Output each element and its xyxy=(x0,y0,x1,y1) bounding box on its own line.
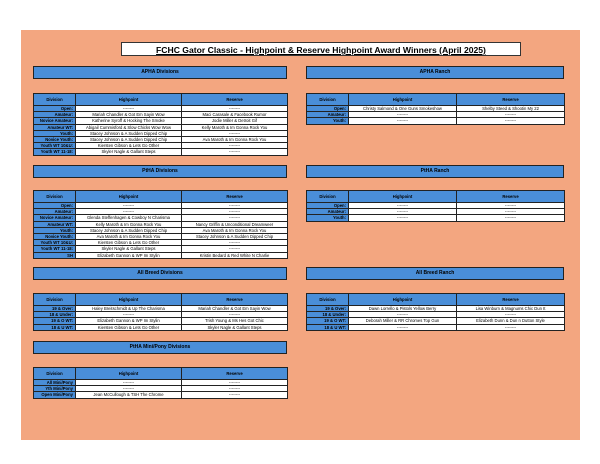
division-cell: Novice Youth: xyxy=(34,234,76,240)
highpoint-cell: Elizabeth Gannon & WP Im Stylin xyxy=(76,318,182,324)
highpoint-cell: Stacey Johnson & A Sudden Dipped Chip xyxy=(76,137,182,143)
reserve-cell: -------- xyxy=(182,240,288,246)
division-column-header: Division xyxy=(34,191,76,203)
division-cell: Youth WT 11-18: xyxy=(34,246,76,252)
division-column-header: Division xyxy=(34,94,76,106)
division-cell: Youth WT 10&U: xyxy=(34,143,76,149)
ptha-divisions-table xyxy=(33,190,288,259)
division-cell: Open: xyxy=(307,203,349,209)
highpoint-cell: -------- xyxy=(76,386,182,392)
highpoint-cell: Haley Breitschmidt & Up The Charisma xyxy=(76,306,182,312)
highpoint-cell: Kiersten Gibson & Lets Go Other xyxy=(76,324,182,330)
division-cell: Novice Amateur: xyxy=(34,215,76,221)
reserve-cell: Trish Young & Ms Hes Got Chic xyxy=(182,318,288,324)
highpoint-cell: Abigail Cummisford & Slow Chicks Wow Wow xyxy=(76,124,182,130)
division-cell: Open Mini/Pony xyxy=(34,392,76,398)
table-row xyxy=(34,227,288,233)
highpoint-column-header: Highpoint xyxy=(76,368,182,380)
highpoint-cell: -------- xyxy=(76,380,182,386)
table-row xyxy=(307,118,565,124)
highpoint-column-header: Highpoint xyxy=(76,94,182,106)
highpoint-cell: Glenda Steffenhagen & Cowboy N Charisma xyxy=(76,215,182,221)
division-column-header: Division xyxy=(307,191,349,203)
division-cell: Youth: xyxy=(34,130,76,136)
reserve-cell: Lisa Winburn & Magnums Chic Dun It xyxy=(457,306,565,312)
reserve-cell: -------- xyxy=(457,324,565,330)
highpoint-column-header: Highpoint xyxy=(349,94,457,106)
highpoint-cell: -------- xyxy=(349,112,457,118)
table-row xyxy=(34,221,288,227)
reserve-cell: -------- xyxy=(182,246,288,252)
ptha-mini-header: PtHA Mini/Pony Divisions xyxy=(33,341,287,354)
division-cell: Novice Youth: xyxy=(34,137,76,143)
reserve-column-header: Reserve xyxy=(182,191,288,203)
reserve-cell: Elizabeth Dunn & Dun n Dutton Style xyxy=(457,318,565,324)
apha-ranch-header: APHA Ranch xyxy=(306,66,564,79)
highpoint-column-header: Highpoint xyxy=(76,294,182,306)
reserve-cell: -------- xyxy=(182,380,288,386)
apha-ranch-table xyxy=(306,93,565,125)
reserve-column-header: Reserve xyxy=(457,94,565,106)
reserve-cell: -------- xyxy=(182,130,288,136)
division-cell: 19 & Over: xyxy=(34,306,76,312)
table-row xyxy=(307,318,565,324)
highpoint-column-header: Highpoint xyxy=(76,191,182,203)
division-cell: 18 & U WT: xyxy=(307,324,349,330)
highpoint-column-header: Highpoint xyxy=(349,191,457,203)
highpoint-cell: Christy Salmond & One Guns Smokeshow xyxy=(349,106,457,112)
table-row xyxy=(34,252,288,258)
division-cell: 18 & Under: xyxy=(307,312,349,318)
allbreed-ranch-table xyxy=(306,293,565,331)
reserve-cell: Ava Maroth & Im Gonna Rock You xyxy=(182,137,288,143)
reserve-column-header: Reserve xyxy=(182,94,288,106)
reserve-cell: Ava Maroth & Im Gonna Rock You xyxy=(182,227,288,233)
reserve-column-header: Reserve xyxy=(457,294,565,306)
highpoint-cell: -------- xyxy=(76,106,182,112)
table-row xyxy=(34,324,288,330)
reserve-cell: -------- xyxy=(457,203,565,209)
highpoint-cell: Skyler Nagle & Gallant Steps xyxy=(76,149,182,155)
reserve-cell: -------- xyxy=(182,386,288,392)
reserve-column-header: Reserve xyxy=(457,191,565,203)
division-cell: Amateur WT: xyxy=(34,124,76,130)
reserve-cell: -------- xyxy=(457,312,565,318)
highpoint-cell: Deborah Miller & RR Chromes Top Gun xyxy=(349,318,457,324)
reserve-cell: -------- xyxy=(182,215,288,221)
division-cell: Youth: xyxy=(307,215,349,221)
division-cell: Youth WT 10&U: xyxy=(34,240,76,246)
reserve-cell: Stacey Johnson & A Sudden Dipped Chip xyxy=(182,234,288,240)
division-cell: Youth WT 11-18: xyxy=(34,149,76,155)
division-cell: Amateur: xyxy=(307,112,349,118)
table-row xyxy=(34,118,288,124)
highpoint-cell: -------- xyxy=(349,203,457,209)
reserve-cell: -------- xyxy=(457,112,565,118)
ptha-ranch-table xyxy=(306,190,565,222)
division-cell: 19 & O WT: xyxy=(34,318,76,324)
table-header-row xyxy=(34,368,288,380)
highpoint-cell: -------- xyxy=(76,203,182,209)
ptha-divisions-header: PtHA Divisions xyxy=(33,165,287,178)
reserve-cell: -------- xyxy=(182,143,288,149)
reserve-cell: Shelby Steed & Shootin My 22 xyxy=(457,106,565,112)
table-row xyxy=(307,106,565,112)
division-cell: 19 & O WT: xyxy=(307,318,349,324)
highpoint-cell: -------- xyxy=(76,209,182,215)
highpoint-cell: -------- xyxy=(349,209,457,215)
apha-divisions-table xyxy=(33,93,288,156)
reserve-cell: Maci Carasale & Facebook Rumor xyxy=(182,112,288,118)
division-column-header: Division xyxy=(34,368,76,380)
reserve-cell: Jodie Miller & Detroit Gif xyxy=(182,118,288,124)
allbreed-divisions-table xyxy=(33,293,288,331)
table-row xyxy=(34,137,288,143)
table-header-row xyxy=(34,294,288,306)
table-row xyxy=(34,124,288,130)
division-cell: Amateur: xyxy=(34,209,76,215)
table-row xyxy=(307,324,565,330)
division-cell: Amateur: xyxy=(307,209,349,215)
allbreed-divisions-header: All Breed Divisions xyxy=(33,267,287,280)
division-cell: Youth: xyxy=(307,118,349,124)
reserve-cell: Mariah Chandler & Got Em Sayin Wow xyxy=(182,306,288,312)
apha-divisions-header: APHA Divisions xyxy=(33,66,287,79)
ptha-mini-table xyxy=(33,367,288,399)
table-header-row xyxy=(307,294,565,306)
division-cell: Open: xyxy=(307,106,349,112)
table-row xyxy=(307,215,565,221)
table-header-row xyxy=(34,191,288,203)
highpoint-cell: Skyler Nagle & Gallant Steps xyxy=(76,246,182,252)
reserve-cell: Kristin Bedard & Red White N Charlie xyxy=(182,252,288,258)
highpoint-cell: Mariah Chandler & Got Em Sayin Wow xyxy=(76,112,182,118)
division-cell: Novice Amateur: xyxy=(34,118,76,124)
division-cell: Open: xyxy=(34,203,76,209)
reserve-cell: -------- xyxy=(182,106,288,112)
highpoint-cell: Jean McCullough & TSH The Chrome xyxy=(76,392,182,398)
reserve-cell: -------- xyxy=(182,209,288,215)
page-title: FCHC Gator Classic - Highpoint & Reserve Highpoint Award Winners (April 2025) xyxy=(121,42,521,56)
division-cell: 18 & Under: xyxy=(34,312,76,318)
highpoint-cell: -------- xyxy=(349,324,457,330)
division-cell: Yth Mini/Pony xyxy=(34,386,76,392)
highpoint-cell: Dawn Lorrello & Pistols Yellow Berry xyxy=(349,306,457,312)
division-cell: All Mini/Pony xyxy=(34,380,76,386)
reserve-column-header: Reserve xyxy=(182,368,288,380)
division-cell: SH xyxy=(34,252,76,258)
division-column-header: Division xyxy=(34,294,76,306)
highpoint-cell: Kiersten Gibson & Lets Go Other xyxy=(76,143,182,149)
highpoint-cell: Ava Maroth & Im Gonna Rock You xyxy=(76,234,182,240)
division-cell: Open: xyxy=(34,106,76,112)
table-row xyxy=(34,392,288,398)
table-row xyxy=(34,306,288,312)
division-column-header: Division xyxy=(307,94,349,106)
table-row xyxy=(307,306,565,312)
reserve-cell: -------- xyxy=(457,209,565,215)
reserve-cell: -------- xyxy=(182,149,288,155)
highpoint-cell: Kiersten Gibson & Lets Go Other xyxy=(76,240,182,246)
highpoint-cell: -------- xyxy=(349,312,457,318)
reserve-cell: -------- xyxy=(182,392,288,398)
table-header-row xyxy=(307,94,565,106)
table-row xyxy=(34,112,288,118)
table-row xyxy=(34,149,288,155)
highpoint-cell: -------- xyxy=(349,118,457,124)
reserve-cell: -------- xyxy=(182,203,288,209)
table-header-row xyxy=(34,94,288,106)
award-sheet xyxy=(21,30,580,440)
division-cell: Amateur: xyxy=(34,112,76,118)
division-cell: 19 & Over: xyxy=(307,306,349,312)
highpoint-cell: Stacey Johnson & A Sudden Dipped Chip xyxy=(76,130,182,136)
reserve-cell: -------- xyxy=(457,118,565,124)
highpoint-cell: Elizabeth Gannon & WP Im Stylin xyxy=(76,252,182,258)
highpoint-cell: Kelly Maroth & Im Gonna Rock You xyxy=(76,221,182,227)
highpoint-cell: Stacey Johnson & A Sudden Dipped Chip xyxy=(76,227,182,233)
division-cell: 18 & U WT: xyxy=(34,324,76,330)
reserve-cell: Kelly Maroth & Im Gonna Rock You xyxy=(182,124,288,130)
reserve-column-header: Reserve xyxy=(182,294,288,306)
allbreed-ranch-header: All Breed Ranch xyxy=(306,267,564,280)
division-column-header: Division xyxy=(307,294,349,306)
reserve-cell: -------- xyxy=(182,312,288,318)
highpoint-column-header: Highpoint xyxy=(349,294,457,306)
highpoint-cell: -------- xyxy=(76,312,182,318)
highpoint-cell: Katherine Syroff & Hocking The Smoke xyxy=(76,118,182,124)
ptha-ranch-header: PtHA Ranch xyxy=(306,165,564,178)
division-cell: Youth: xyxy=(34,227,76,233)
reserve-cell: -------- xyxy=(457,215,565,221)
reserve-cell: Nancy Griffin & Unconditional Dreamweer xyxy=(182,221,288,227)
reserve-cell: Skyler Nagle & Gallant Steps xyxy=(182,324,288,330)
table-header-row xyxy=(307,191,565,203)
division-cell: Amateur WT: xyxy=(34,221,76,227)
highpoint-cell: -------- xyxy=(349,215,457,221)
